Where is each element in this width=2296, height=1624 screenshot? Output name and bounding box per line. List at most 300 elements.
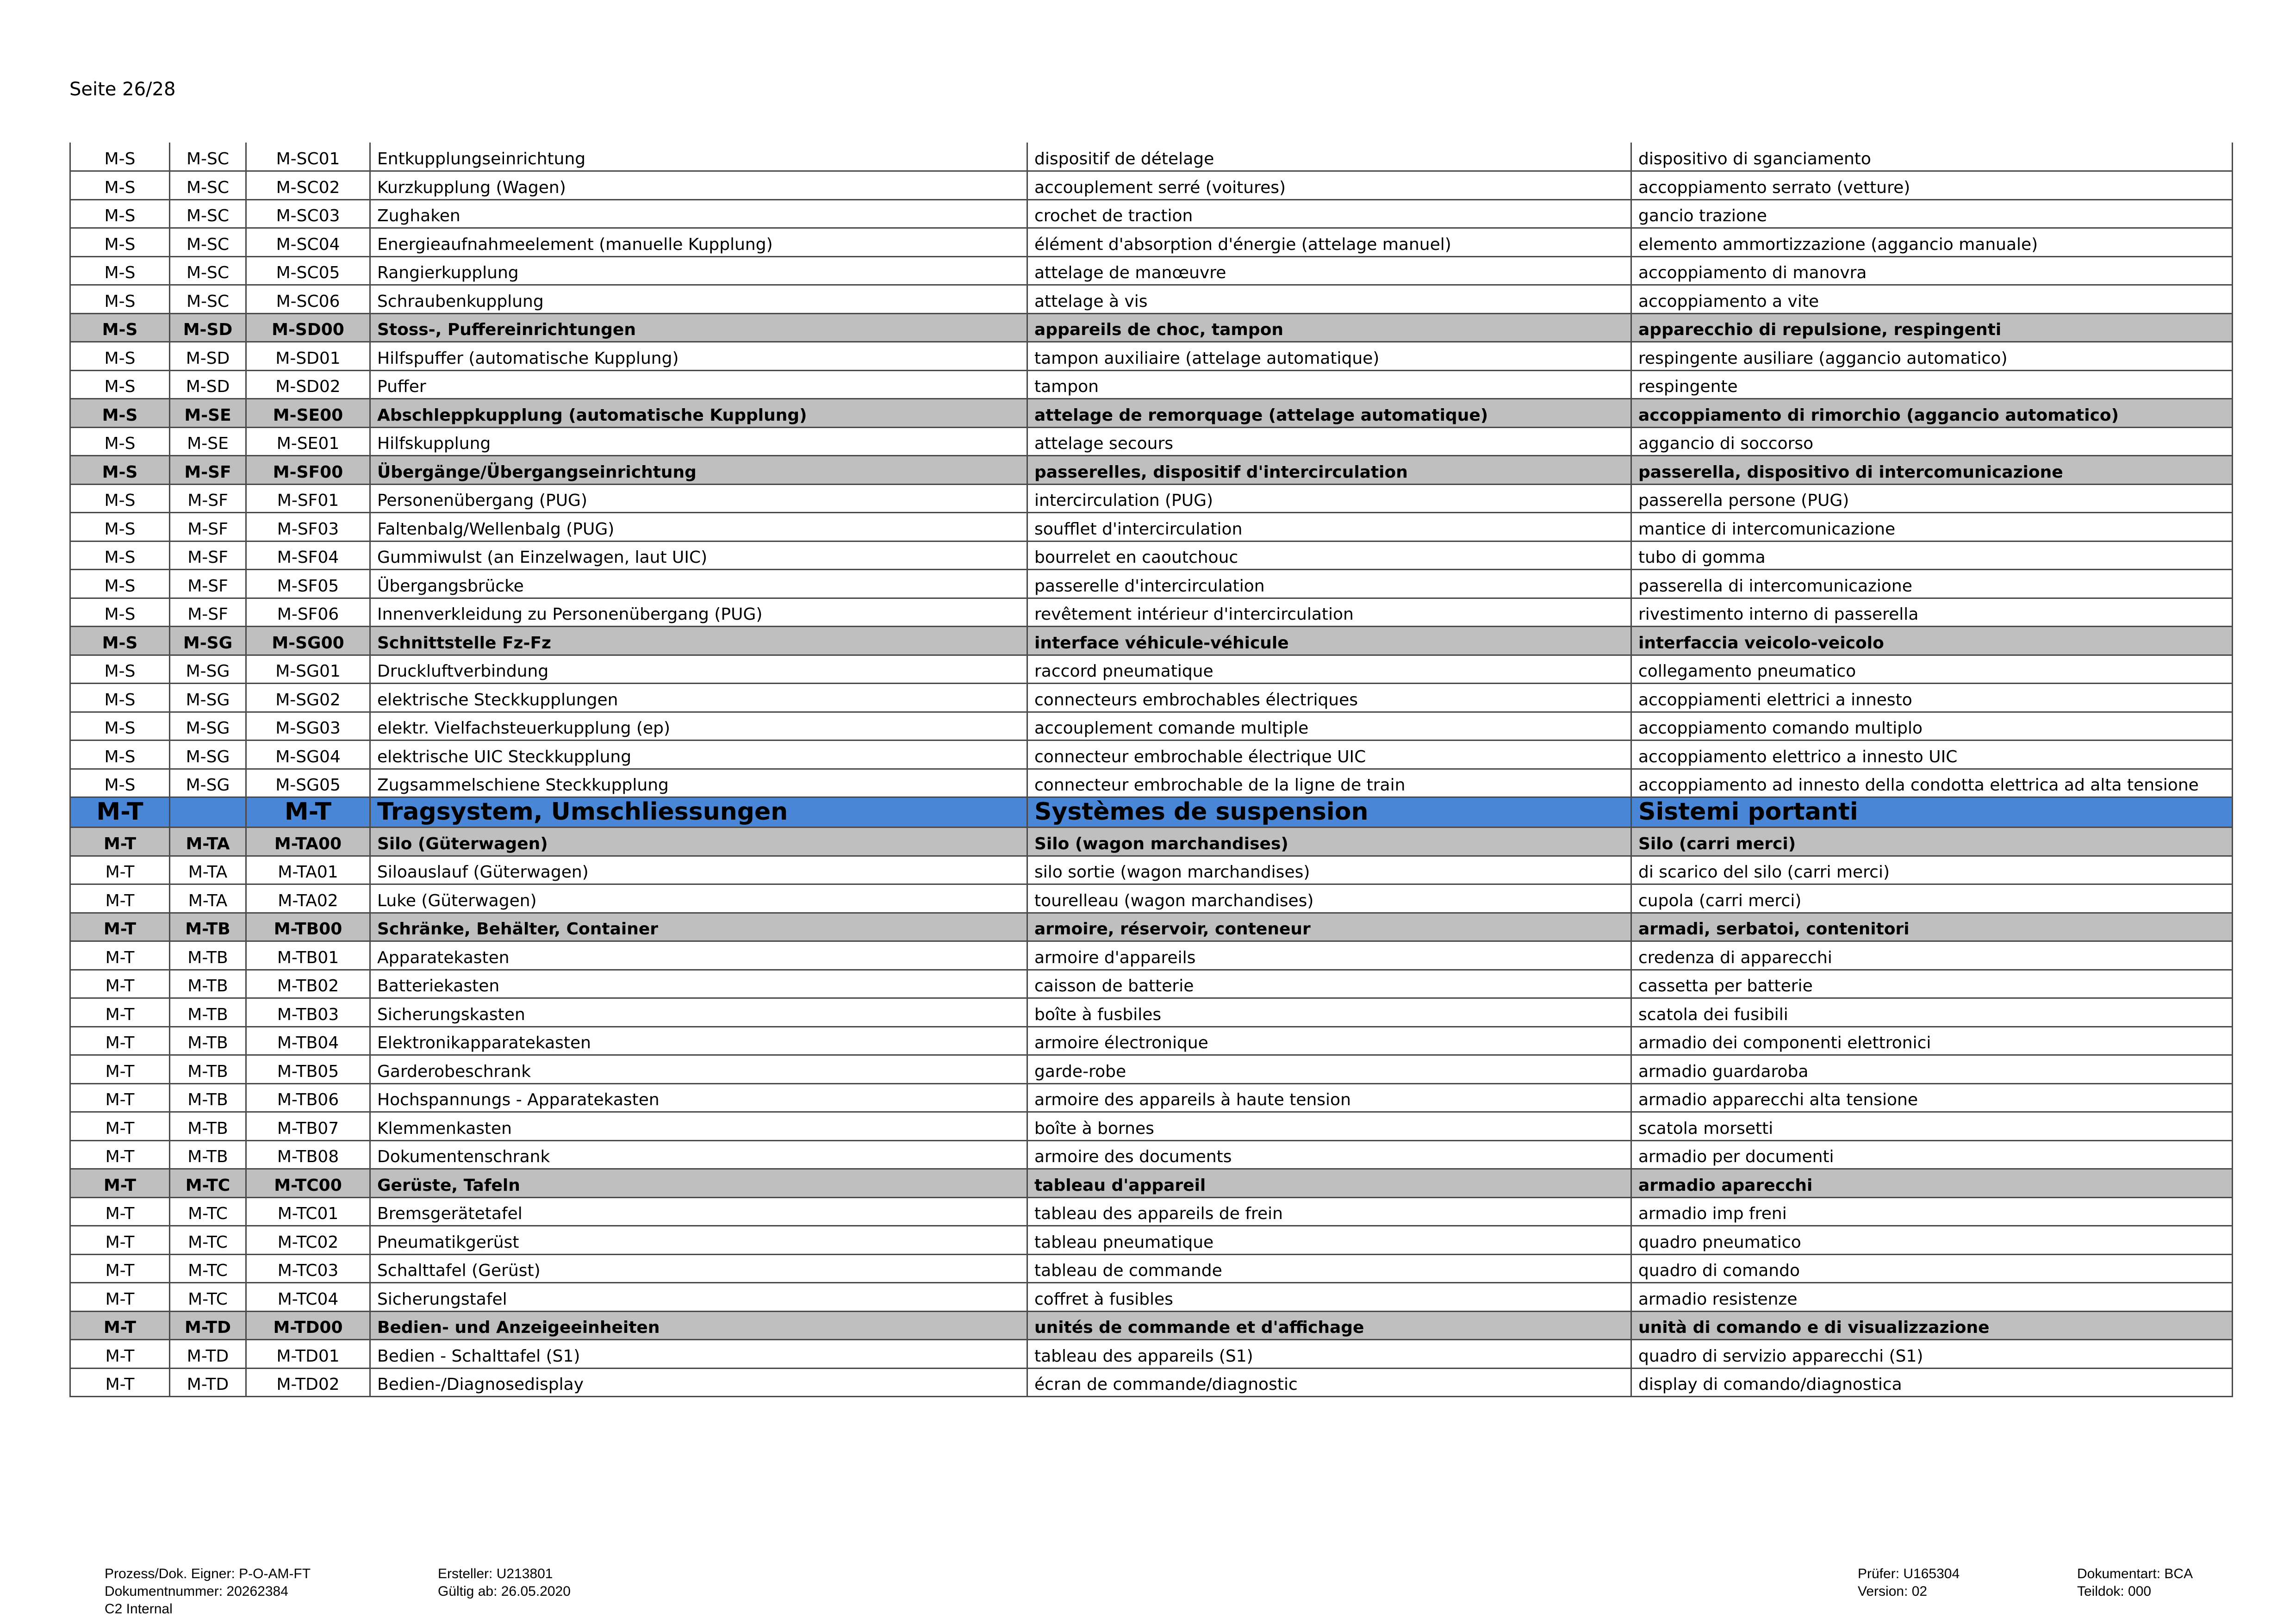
cell-code: M-SD00 <box>246 313 370 342</box>
table-row-subgroup <box>70 913 2233 941</box>
cell-code: M-TD01 <box>246 1340 370 1369</box>
cell-group: M-T <box>70 1368 170 1397</box>
cell-subgroup: M-TC <box>170 1169 246 1198</box>
cell-italian: interfaccia veicolo-veicolo <box>1631 627 2233 655</box>
cell-subgroup: M-TB <box>170 1112 246 1141</box>
table-row <box>70 684 2233 712</box>
cell-subgroup: M-SF <box>170 484 246 513</box>
cell-french: armoire des appareils à haute tension <box>1027 1083 1631 1112</box>
cell-code: M-TA01 <box>246 856 370 884</box>
cell-code: M-SC03 <box>246 199 370 228</box>
table-row <box>70 285 2233 314</box>
cell-subgroup: M-TB <box>170 1055 246 1084</box>
footer-creator-block <box>438 1565 571 1600</box>
cell-german: Pneumatikgerüst <box>370 1226 1027 1255</box>
cell-italian: rivestimento interno di passerella <box>1631 598 2233 627</box>
cell-subgroup: M-TA <box>170 828 246 856</box>
cell-german: Personenübergang (PUG) <box>370 484 1027 513</box>
table-row <box>70 370 2233 399</box>
cell-french: coffret à fusibles <box>1027 1283 1631 1312</box>
cell-subgroup: M-SG <box>170 684 246 712</box>
table-row-subgroup <box>70 828 2233 856</box>
cell-code: M-T <box>246 797 370 828</box>
cell-italian: passerella, dispositivo di intercomunicazione <box>1631 456 2233 485</box>
cell-italian: accoppiamento elettrico a innesto UIC <box>1631 740 2233 769</box>
footer-owner: Prozess/Dok. Eigner: P-O-AM-FT <box>105 1566 311 1581</box>
cell-group: M-S <box>70 427 170 456</box>
cell-french: boîte à fusbiles <box>1027 998 1631 1027</box>
cell-group: M-T <box>70 970 170 998</box>
cell-french: tableau de commande <box>1027 1254 1631 1283</box>
table-row <box>70 199 2233 228</box>
cell-group: M-T <box>70 1027 170 1055</box>
cell-group: M-T <box>70 1140 170 1169</box>
cell-german: Garderobeschrank <box>370 1055 1027 1084</box>
cell-italian: armadio guardaroba <box>1631 1055 2233 1084</box>
table-row <box>70 1055 2233 1084</box>
cell-code: M-SC01 <box>246 143 370 171</box>
cell-italian: armadio aparecchi <box>1631 1169 2233 1198</box>
cell-group: M-T <box>70 1083 170 1112</box>
cell-german: Hilfskupplung <box>370 427 1027 456</box>
table-row <box>70 598 2233 627</box>
cell-group: M-S <box>70 541 170 570</box>
footer-creator: Ersteller: U213801 <box>438 1566 553 1581</box>
cell-code: M-SG03 <box>246 712 370 740</box>
cell-french: unités de commande et d'affichage <box>1027 1311 1631 1340</box>
cell-french: raccord pneumatique <box>1027 655 1631 684</box>
table-row-subgroup <box>70 1169 2233 1198</box>
cell-german: Abschleppkupplung (automatische Kupplung) <box>370 399 1027 428</box>
table-row <box>70 740 2233 769</box>
cell-subgroup: M-TA <box>170 856 246 884</box>
cell-french: connecteurs embrochables électriques <box>1027 684 1631 712</box>
table-row <box>70 1112 2233 1141</box>
cell-italian: quadro di comando <box>1631 1254 2233 1283</box>
cell-italian: passerella di intercomunicazione <box>1631 570 2233 598</box>
cell-german: Bremsgerätetafel <box>370 1197 1027 1226</box>
cell-italian: accoppiamento di manovra <box>1631 256 2233 285</box>
cell-italian: accoppiamento ad innesto della condotta elettrica ad alta tensione <box>1631 769 2233 797</box>
cell-french: accouplement comande multiple <box>1027 712 1631 740</box>
cell-subgroup: M-TB <box>170 1083 246 1112</box>
table-row <box>70 256 2233 285</box>
cell-italian: armadio dei componenti elettronici <box>1631 1027 2233 1055</box>
cell-code: M-TB05 <box>246 1055 370 1084</box>
cell-french: Silo (wagon marchandises) <box>1027 828 1631 856</box>
cell-german: Übergänge/Übergangseinrichtung <box>370 456 1027 485</box>
cell-italian: elemento ammortizzazione (aggancio manuale) <box>1631 228 2233 257</box>
cell-subgroup: M-SG <box>170 769 246 797</box>
cell-french: élément d'absorption d'énergie (attelage manuel) <box>1027 228 1631 257</box>
cell-group: M-S <box>70 627 170 655</box>
cell-italian: accoppiamenti elettrici a innesto <box>1631 684 2233 712</box>
glossary-body <box>70 143 2233 1397</box>
cell-code: M-SC05 <box>246 256 370 285</box>
table-row <box>70 228 2233 257</box>
cell-french: connecteur embrochable de la ligne de train <box>1027 769 1631 797</box>
cell-subgroup: M-TD <box>170 1340 246 1369</box>
table-row <box>70 427 2233 456</box>
cell-subgroup: M-TC <box>170 1197 246 1226</box>
cell-german: Bedien-/Diagnosedisplay <box>370 1368 1027 1397</box>
table-row <box>70 513 2233 541</box>
cell-french: Systèmes de suspension <box>1027 797 1631 828</box>
cell-group: M-S <box>70 655 170 684</box>
cell-code: M-TA00 <box>246 828 370 856</box>
cell-german: Bedien - Schalttafel (S1) <box>370 1340 1027 1369</box>
cell-code: M-SF01 <box>246 484 370 513</box>
footer-checker: Prüfer: U165304 <box>1858 1566 1960 1581</box>
cell-group: M-T <box>70 1169 170 1198</box>
cell-subgroup <box>170 797 246 828</box>
cell-subgroup: M-SD <box>170 313 246 342</box>
cell-french: crochet de traction <box>1027 199 1631 228</box>
cell-italian: Silo (carri merci) <box>1631 828 2233 856</box>
cell-italian: armadio imp freni <box>1631 1197 2233 1226</box>
cell-group: M-T <box>70 1283 170 1312</box>
cell-italian: dispositivo di sganciamento <box>1631 143 2233 171</box>
cell-italian: gancio trazione <box>1631 199 2233 228</box>
cell-group: M-S <box>70 740 170 769</box>
cell-group: M-S <box>70 199 170 228</box>
cell-group: M-S <box>70 484 170 513</box>
cell-group: M-S <box>70 370 170 399</box>
cell-french: passerelle d'intercirculation <box>1027 570 1631 598</box>
cell-group: M-T <box>70 1197 170 1226</box>
footer-doc-number: Dokumentnummer: 20262384 <box>105 1584 288 1599</box>
cell-italian: cassetta per batterie <box>1631 970 2233 998</box>
cell-german: Schränke, Behälter, Container <box>370 913 1027 941</box>
cell-italian: armadio resistenze <box>1631 1283 2233 1312</box>
cell-french: écran de commande/diagnostic <box>1027 1368 1631 1397</box>
cell-group: M-S <box>70 313 170 342</box>
cell-code: M-SC02 <box>246 171 370 200</box>
cell-german: Innenverkleidung zu Personenübergang (PUG) <box>370 598 1027 627</box>
cell-french: tableau pneumatique <box>1027 1226 1631 1255</box>
cell-group: M-S <box>70 342 170 371</box>
cell-code: M-SG04 <box>246 740 370 769</box>
cell-code: M-SF06 <box>246 598 370 627</box>
cell-group: M-S <box>70 570 170 598</box>
cell-group: M-S <box>70 256 170 285</box>
cell-group: M-T <box>70 998 170 1027</box>
cell-german: Stoss-, Puffereinrichtungen <box>370 313 1027 342</box>
table-row <box>70 1368 2233 1397</box>
cell-italian: armadio apparecchi alta tensione <box>1631 1083 2233 1112</box>
cell-italian: accoppiamento a vite <box>1631 285 2233 314</box>
cell-german: Tragsystem, Umschliessungen <box>370 797 1027 828</box>
cell-french: silo sortie (wagon marchandises) <box>1027 856 1631 884</box>
cell-italian: quadro di servizio apparecchi (S1) <box>1631 1340 2233 1369</box>
cell-french: attelage de remorquage (attelage automatique) <box>1027 399 1631 428</box>
cell-french: tourelleau (wagon marchandises) <box>1027 884 1631 913</box>
cell-group: M-S <box>70 285 170 314</box>
table-row <box>70 1283 2233 1312</box>
cell-german: Puffer <box>370 370 1027 399</box>
cell-german: Zughaken <box>370 199 1027 228</box>
table-row <box>70 541 2233 570</box>
cell-group: M-S <box>70 228 170 257</box>
cell-german: Sicherungstafel <box>370 1283 1027 1312</box>
cell-italian: collegamento pneumatico <box>1631 655 2233 684</box>
cell-german: Energieaufnahmeelement (manuelle Kupplung) <box>370 228 1027 257</box>
cell-group: M-T <box>70 1311 170 1340</box>
cell-german: Klemmenkasten <box>370 1112 1027 1141</box>
cell-italian: respingente <box>1631 370 2233 399</box>
cell-subgroup: M-TC <box>170 1254 246 1283</box>
cell-code: M-TB08 <box>246 1140 370 1169</box>
cell-code: M-TD00 <box>246 1311 370 1340</box>
cell-german: Gummiwulst (an Einzelwagen, laut UIC) <box>370 541 1027 570</box>
cell-subgroup: M-TC <box>170 1226 246 1255</box>
cell-subgroup: M-SF <box>170 598 246 627</box>
cell-code: M-TC04 <box>246 1283 370 1312</box>
cell-group: M-T <box>70 856 170 884</box>
cell-group: M-T <box>70 828 170 856</box>
cell-german: Übergangsbrücke <box>370 570 1027 598</box>
cell-french: intercirculation (PUG) <box>1027 484 1631 513</box>
table-row-subgroup <box>70 456 2233 485</box>
cell-group: M-S <box>70 171 170 200</box>
cell-group: M-T <box>70 797 170 828</box>
cell-code: M-SC04 <box>246 228 370 257</box>
cell-code: M-TA02 <box>246 884 370 913</box>
cell-french: interface véhicule-véhicule <box>1027 627 1631 655</box>
table-row <box>70 884 2233 913</box>
table-row <box>70 1027 2233 1055</box>
cell-french: connecteur embrochable électrique UIC <box>1027 740 1631 769</box>
cell-german: Schnittstelle Fz-Fz <box>370 627 1027 655</box>
cell-subgroup: M-TB <box>170 970 246 998</box>
cell-subgroup: M-SD <box>170 342 246 371</box>
cell-group: M-T <box>70 1254 170 1283</box>
cell-subgroup: M-TD <box>170 1368 246 1397</box>
footer-part-doc: Teildok: 000 <box>2077 1584 2152 1599</box>
cell-subgroup: M-SF <box>170 456 246 485</box>
cell-code: M-TC03 <box>246 1254 370 1283</box>
cell-group: M-S <box>70 456 170 485</box>
table-row <box>70 1340 2233 1369</box>
cell-subgroup: M-TC <box>170 1283 246 1312</box>
cell-code: M-TB04 <box>246 1027 370 1055</box>
cell-code: M-SD01 <box>246 342 370 371</box>
cell-french: tableau d'appareil <box>1027 1169 1631 1198</box>
cell-group: M-S <box>70 712 170 740</box>
cell-subgroup: M-SG <box>170 655 246 684</box>
footer-doc-type: Dokumentart: BCA <box>2077 1566 2193 1581</box>
cell-code: M-SG00 <box>246 627 370 655</box>
cell-french: attelage de manœuvre <box>1027 256 1631 285</box>
cell-group: M-S <box>70 769 170 797</box>
cell-french: dispositif de dételage <box>1027 143 1631 171</box>
cell-italian: accoppiamento comando multiplo <box>1631 712 2233 740</box>
cell-group: M-S <box>70 399 170 428</box>
cell-german: Gerüste, Tafeln <box>370 1169 1027 1198</box>
cell-german: elektrische UIC Steckkupplung <box>370 740 1027 769</box>
table-row-main-group <box>70 797 2233 828</box>
cell-italian: display di comando/diagnostica <box>1631 1368 2233 1397</box>
cell-group: M-T <box>70 884 170 913</box>
table-row <box>70 655 2233 684</box>
cell-group: M-T <box>70 1226 170 1255</box>
cell-german: Hilfspuffer (automatische Kupplung) <box>370 342 1027 371</box>
cell-italian: Sistemi portanti <box>1631 797 2233 828</box>
cell-subgroup: M-SC <box>170 256 246 285</box>
table-row <box>70 941 2233 970</box>
cell-subgroup: M-TB <box>170 998 246 1027</box>
table-row-subgroup <box>70 399 2233 428</box>
cell-subgroup: M-SG <box>170 627 246 655</box>
cell-code: M-SF04 <box>246 541 370 570</box>
cell-german: elektr. Vielfachsteuerkupplung (ep) <box>370 712 1027 740</box>
cell-italian: apparecchio di repulsione, respingenti <box>1631 313 2233 342</box>
table-row-subgroup <box>70 627 2233 655</box>
cell-code: M-TC00 <box>246 1169 370 1198</box>
cell-subgroup: M-TA <box>170 884 246 913</box>
cell-german: Kurzkupplung (Wagen) <box>370 171 1027 200</box>
table-row <box>70 712 2233 740</box>
cell-german: Sicherungskasten <box>370 998 1027 1027</box>
cell-german: Hochspannungs - Apparatekasten <box>370 1083 1027 1112</box>
cell-italian: aggancio di soccorso <box>1631 427 2233 456</box>
table-row <box>70 970 2233 998</box>
cell-french: armoire d'appareils <box>1027 941 1631 970</box>
cell-code: M-TC02 <box>246 1226 370 1255</box>
cell-code: M-TB01 <box>246 941 370 970</box>
page-number: Seite 26/28 <box>69 79 176 100</box>
cell-code: M-SD02 <box>246 370 370 399</box>
footer-classification: C2 Internal <box>105 1601 173 1617</box>
cell-group: M-S <box>70 143 170 171</box>
cell-german: elektrische Steckkupplungen <box>370 684 1027 712</box>
table-row <box>70 1226 2233 1255</box>
table-row-subgroup <box>70 1311 2233 1340</box>
cell-subgroup: M-SF <box>170 513 246 541</box>
cell-group: M-T <box>70 1112 170 1141</box>
cell-subgroup: M-SE <box>170 427 246 456</box>
cell-italian: accoppiamento serrato (vetture) <box>1631 171 2233 200</box>
cell-german: Schraubenkupplung <box>370 285 1027 314</box>
table-row <box>70 998 2233 1027</box>
cell-italian: tubo di gomma <box>1631 541 2233 570</box>
cell-group: M-T <box>70 941 170 970</box>
cell-italian: passerella persone (PUG) <box>1631 484 2233 513</box>
cell-italian: unità di comando e di visualizzazione <box>1631 1311 2233 1340</box>
cell-italian: armadi, serbatoi, contenitori <box>1631 913 2233 941</box>
cell-italian: scatola dei fusibili <box>1631 998 2233 1027</box>
table-row <box>70 856 2233 884</box>
cell-french: soufflet d'intercirculation <box>1027 513 1631 541</box>
table-row <box>70 342 2233 371</box>
cell-german: Entkupplungseinrichtung <box>370 143 1027 171</box>
cell-italian: armadio per documenti <box>1631 1140 2233 1169</box>
cell-code: M-SF05 <box>246 570 370 598</box>
cell-french: bourrelet en caoutchouc <box>1027 541 1631 570</box>
cell-group: M-S <box>70 513 170 541</box>
cell-subgroup: M-SC <box>170 228 246 257</box>
cell-code: M-TB07 <box>246 1112 370 1141</box>
cell-subgroup: M-TB <box>170 941 246 970</box>
cell-french: revêtement intérieur d'intercirculation <box>1027 598 1631 627</box>
cell-italian: quadro pneumatico <box>1631 1226 2233 1255</box>
cell-german: Batteriekasten <box>370 970 1027 998</box>
cell-code: M-SE00 <box>246 399 370 428</box>
cell-french: appareils de choc, tampon <box>1027 313 1631 342</box>
cell-subgroup: M-TD <box>170 1311 246 1340</box>
cell-french: attelage secours <box>1027 427 1631 456</box>
cell-code: M-TB00 <box>246 913 370 941</box>
cell-group: M-S <box>70 684 170 712</box>
cell-french: boîte à bornes <box>1027 1112 1631 1141</box>
cell-italian: scatola morsetti <box>1631 1112 2233 1141</box>
footer-owner-block <box>105 1565 311 1618</box>
cell-subgroup: M-SG <box>170 712 246 740</box>
cell-subgroup: M-SC <box>170 171 246 200</box>
cell-german: Dokumentenschrank <box>370 1140 1027 1169</box>
cell-german: Apparatekasten <box>370 941 1027 970</box>
cell-code: M-TC01 <box>246 1197 370 1226</box>
cell-code: M-SG05 <box>246 769 370 797</box>
cell-subgroup: M-SG <box>170 740 246 769</box>
cell-code: M-SF03 <box>246 513 370 541</box>
cell-subgroup: M-TB <box>170 1027 246 1055</box>
footer-doctype-block <box>2077 1565 2193 1600</box>
cell-italian: cupola (carri merci) <box>1631 884 2233 913</box>
cell-french: attelage à vis <box>1027 285 1631 314</box>
footer-valid-from: Gültig ab: 26.05.2020 <box>438 1584 571 1599</box>
cell-subgroup: M-SE <box>170 399 246 428</box>
cell-german: Luke (Güterwagen) <box>370 884 1027 913</box>
table-row <box>70 1083 2233 1112</box>
table-row <box>70 484 2233 513</box>
cell-french: armoire, réservoir, conteneur <box>1027 913 1631 941</box>
cell-subgroup: M-TB <box>170 1140 246 1169</box>
table-row <box>70 1140 2233 1169</box>
cell-italian: mantice di intercomunicazione <box>1631 513 2233 541</box>
cell-german: Schalttafel (Gerüst) <box>370 1254 1027 1283</box>
cell-german: Faltenbalg/Wellenbalg (PUG) <box>370 513 1027 541</box>
cell-french: armoire électronique <box>1027 1027 1631 1055</box>
cell-subgroup: M-SD <box>170 370 246 399</box>
table-row <box>70 143 2233 171</box>
cell-german: Silo (Güterwagen) <box>370 828 1027 856</box>
cell-french: tableau des appareils (S1) <box>1027 1340 1631 1369</box>
cell-code: M-TB06 <box>246 1083 370 1112</box>
footer-checker-block <box>1858 1565 1960 1600</box>
cell-french: passerelles, dispositif d'intercirculation <box>1027 456 1631 485</box>
table-row-subgroup <box>70 313 2233 342</box>
cell-code: M-SE01 <box>246 427 370 456</box>
footer-version: Version: 02 <box>1858 1584 1928 1599</box>
cell-french: caisson de batterie <box>1027 970 1631 998</box>
cell-subgroup: M-SC <box>170 143 246 171</box>
cell-french: tableau des appareils de frein <box>1027 1197 1631 1226</box>
cell-code: M-SG02 <box>246 684 370 712</box>
cell-german: Siloauslauf (Güterwagen) <box>370 856 1027 884</box>
cell-code: M-SG01 <box>246 655 370 684</box>
table-row <box>70 1254 2233 1283</box>
table-row <box>70 171 2233 200</box>
cell-code: M-TB02 <box>246 970 370 998</box>
cell-group: M-T <box>70 1340 170 1369</box>
cell-french: armoire des documents <box>1027 1140 1631 1169</box>
cell-german: Bedien- und Anzeigeeinheiten <box>370 1311 1027 1340</box>
cell-group: M-T <box>70 1055 170 1084</box>
cell-italian: accoppiamento di rimorchio (aggancio automatico) <box>1631 399 2233 428</box>
cell-italian: credenza di apparecchi <box>1631 941 2233 970</box>
cell-group: M-S <box>70 598 170 627</box>
